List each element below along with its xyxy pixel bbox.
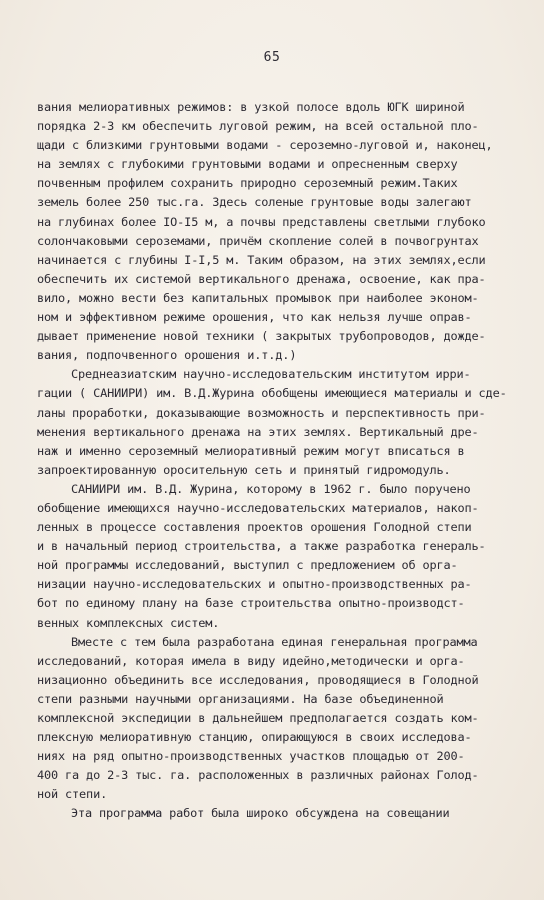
text-line: ном и эффективном режиме орошения, что как нельзя лучше оправ- — [37, 310, 472, 325]
text-line: степи разными научными организациями. На базе объединенной — [37, 691, 444, 706]
text-line: исследований, которая имела в виду идейно,методически и орга- — [37, 653, 465, 668]
text-line: ной программы исследований, выступил с предложением об орга- — [37, 558, 458, 573]
text-line: наж и именно сероземный мелиоративный режим могут вписаться в — [37, 443, 465, 458]
text-line: вания мелиоративных режимов: в узкой полосе вдоль ЮГК шириной — [37, 100, 465, 114]
text-line: обеспечить их системой вертикального дренажа, освоение, как пра- — [37, 271, 486, 286]
text-line: венных комплексных систем. — [37, 615, 220, 630]
text-line: на глубинах более IO-I5 м, а почвы представлены светлыми глубоко — [37, 214, 486, 229]
text-line: начинается с глубины I-I,5 м. Таким образом, на этих землях,если — [37, 252, 486, 267]
text-line: ниях на ряд опытно-производственных участков площадью от 200- — [37, 749, 465, 764]
text-line: дывает применение новой техники ( закрытых трубопроводов, дожде- — [37, 329, 486, 344]
text-line: обобщение имеющихся научно-исследовательских материалов, накоп- — [37, 500, 479, 515]
text-line: Вместе с тем была разработана единая генеральная программа — [71, 634, 478, 649]
text-line: щади с близкими грунтовыми водами - сероземно-луговой и, наконец, — [37, 138, 493, 153]
text-line: на землях с глубокими грунтовыми водами и опресненным сверху — [37, 157, 458, 172]
text-line: вило, можно вести без капитальных промывок при наиболее эконом- — [37, 290, 479, 305]
text-line: низации научно-исследовательских и опытно-производственных ра- — [37, 577, 472, 592]
text-line: бот по единому плану на базе строительства опытно-производст- — [37, 596, 465, 611]
text-line: почвенным профилем сохранить природно сероземный режим.Таких — [37, 176, 458, 191]
text-line: ной степи. — [37, 787, 108, 802]
text-line: Эта программа работ была широко обсуждена на совещании — [71, 806, 450, 821]
text-line: гации ( САНИИРИ) им. В.Д.Журина обобщены имеющиеся материалы и сде- — [37, 386, 507, 401]
text-line: земель более 250 тыс.га. Здесь соленые грунтовые воды залегают — [37, 195, 472, 210]
text-line: и в начальный период строительства, а также разработка генераль- — [37, 539, 486, 554]
text-line: САНИИРИ им. В.Д. Журина, которому в 1962 г. было поручено — [71, 481, 471, 496]
text-line: низационно объединить все исследования, проводящиеся в Голодной — [37, 672, 479, 687]
text-line: солончаковыми сероземами, причём скопление солей в почвогрунтах — [37, 233, 479, 248]
text-line: комплексной экспедиции в дальнейшем предполагается создать ком- — [37, 711, 479, 725]
text-line: ленных в процессе составления проектов орошения Голодной степи — [37, 520, 472, 535]
body-text — [37, 98, 507, 824]
text-line: ланы проработки, доказывающие возможность и перспективность при- — [37, 405, 486, 420]
text-line: Среднеазиатским научно-исследовательским институтом ирри- — [71, 367, 471, 382]
text-line: порядка 2-3 км обеспечить луговой режим, на всей остальной пло- — [37, 119, 479, 134]
text-line: менения вертикального дренажа на этих землях. Вертикальный дре- — [37, 424, 479, 439]
text-line: плексную мелиоративную станцию, опирающуюся в своих исследова- — [37, 730, 472, 745]
text-line: 400 га до 2-3 тыс. га. расположенных в различных районах Голод- — [37, 768, 479, 783]
text-line: вания, подпочвенного орошения и.т.д.) — [37, 348, 297, 363]
text-line: запроектированную оросительную сеть и принятый гидромодуль. — [37, 462, 451, 477]
page-number: 65 — [263, 50, 281, 65]
